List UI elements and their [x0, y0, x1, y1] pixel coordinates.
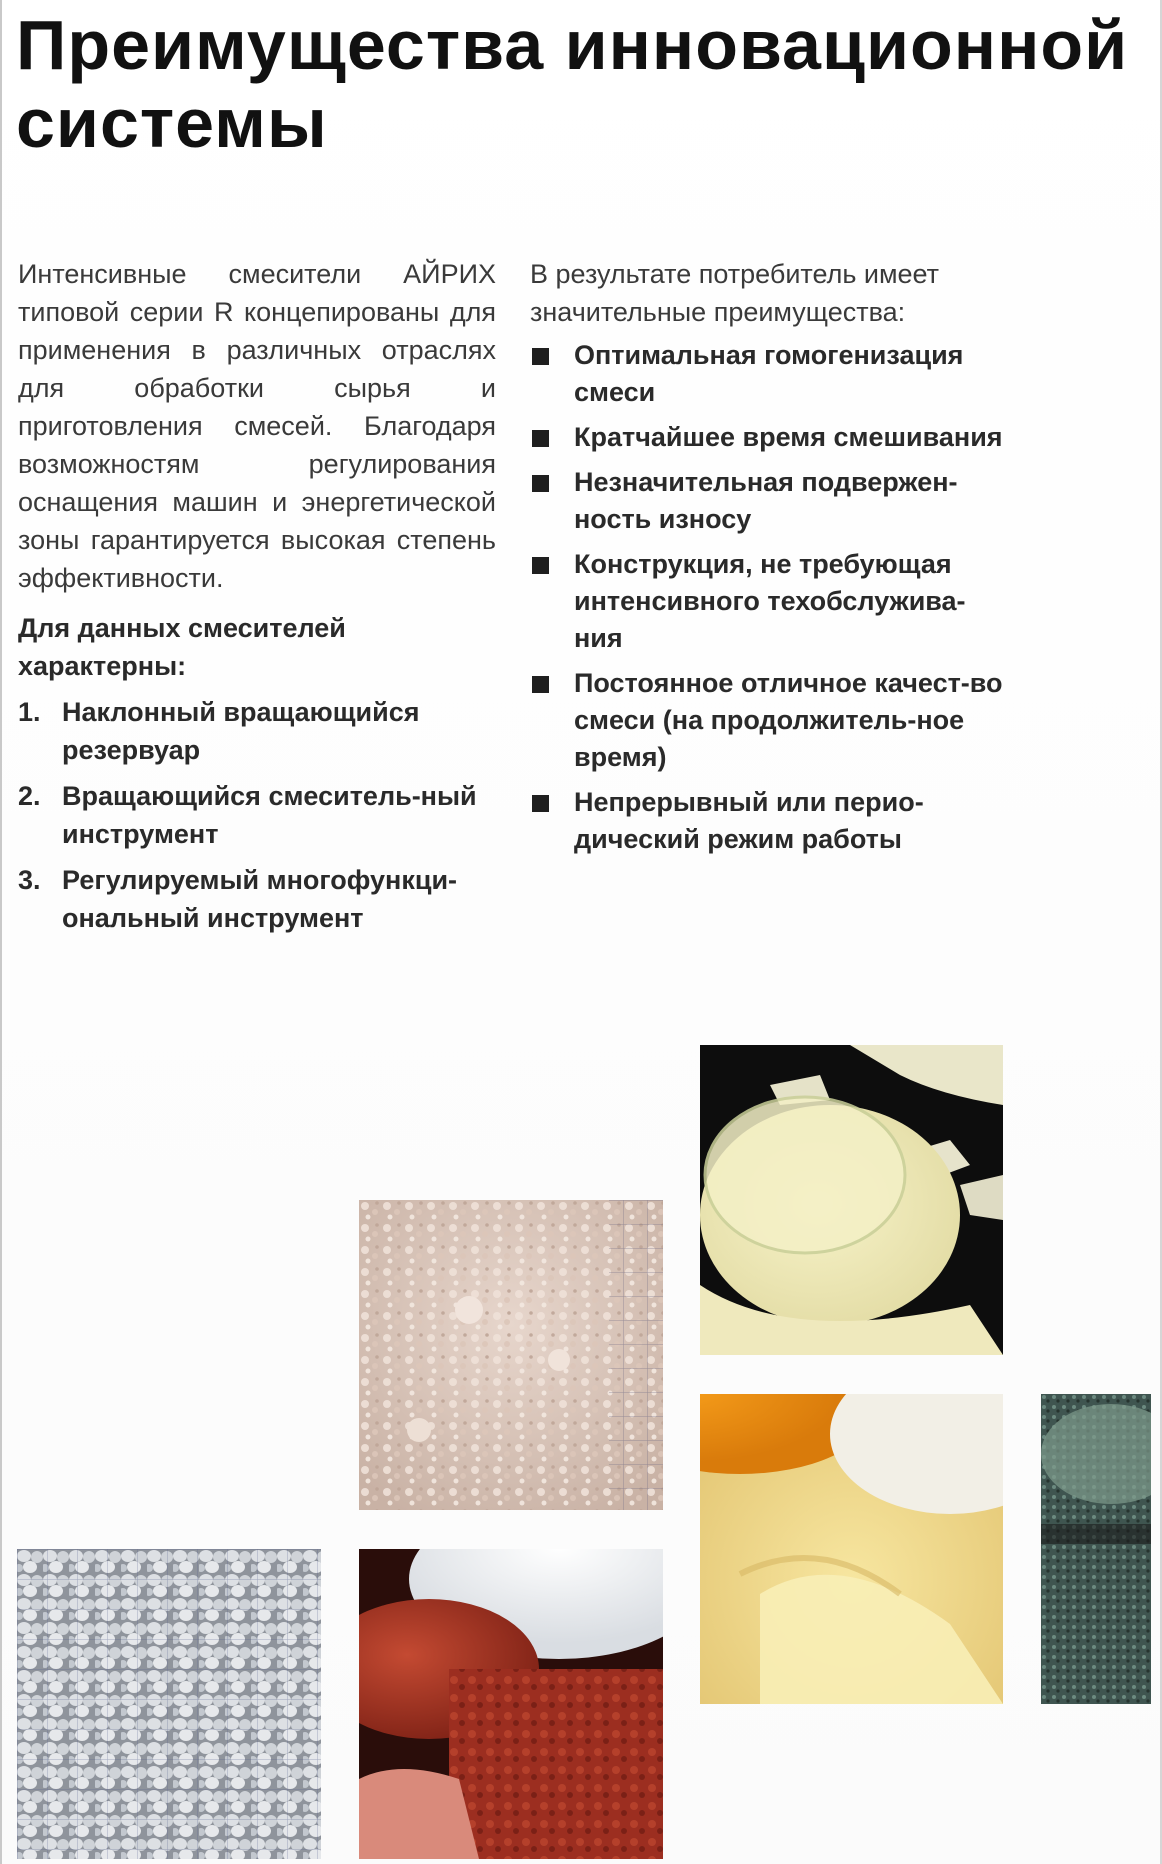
- list-item-text: Незначительная подвержен-ность износу: [574, 467, 958, 534]
- square-bullet-icon: [532, 348, 549, 365]
- list-item: [530, 665, 1010, 776]
- left-intro-paragraph: Интенсивные смесители АЙРИХ типовой серии R концепированы для применения в различных отраслях для обработки сырья и приготовления смесей. Благодаря возможностям регулирования оснащения машин и энергетической зоны гарантируется высокая степень эффективности.: [18, 259, 496, 593]
- list-item-text: Кратчайшее время смешивания: [574, 422, 1003, 452]
- list-item: [530, 419, 1010, 456]
- list-item-text: Регулируемый многофункци-ональный инструмент: [62, 865, 458, 933]
- square-bullet-icon: [532, 475, 549, 492]
- list-item-text: Вращающийся смеситель-ный инструмент: [62, 781, 477, 849]
- photo-white-pellets: [17, 1549, 321, 1859]
- list-item: [530, 337, 1010, 411]
- list-item: [530, 464, 1010, 538]
- right-column: [530, 255, 1010, 866]
- list-item-number: 3.: [18, 865, 41, 895]
- list-item-text: Конструкция, не требующая интенсивного техобслужива-ния: [574, 549, 966, 653]
- list-item-text: Оптимальная гомогенизация смеси: [574, 340, 964, 407]
- list-item: [530, 784, 1010, 858]
- list-item-text: Наклонный вращающийся резервуар: [62, 697, 420, 765]
- features-list: [18, 693, 496, 937]
- list-item-number: 2.: [18, 781, 41, 811]
- square-bullet-icon: [532, 795, 549, 812]
- list-item-text: Постоянное отличное качест-во смеси (на продолжитель-ное время): [574, 668, 1003, 772]
- list-item-text: Непрерывный или перио-дический режим работы: [574, 787, 924, 854]
- square-bullet-icon: [532, 557, 549, 574]
- page-title: Преимущества инновационной системы: [16, 6, 1129, 162]
- photo-red-clay: [359, 1549, 663, 1859]
- list-item: [18, 777, 496, 853]
- photo-pale-disc: [700, 1045, 1003, 1355]
- list-item: [18, 693, 496, 769]
- features-subheading: Для данных смесителей характерны:: [18, 613, 346, 681]
- right-intro-paragraph: В результате потребитель имеет значительные преимущества:: [530, 259, 940, 327]
- advantages-list: [530, 337, 1010, 858]
- list-item-number: 1.: [18, 697, 41, 727]
- list-item: [18, 861, 496, 937]
- square-bullet-icon: [532, 430, 549, 447]
- left-column: [18, 255, 496, 945]
- photo-beige-granules: [359, 1200, 663, 1510]
- photo-green-powder: [1041, 1394, 1151, 1704]
- square-bullet-icon: [532, 676, 549, 693]
- list-item: [530, 546, 1010, 657]
- photo-yellow-powder: [700, 1394, 1003, 1704]
